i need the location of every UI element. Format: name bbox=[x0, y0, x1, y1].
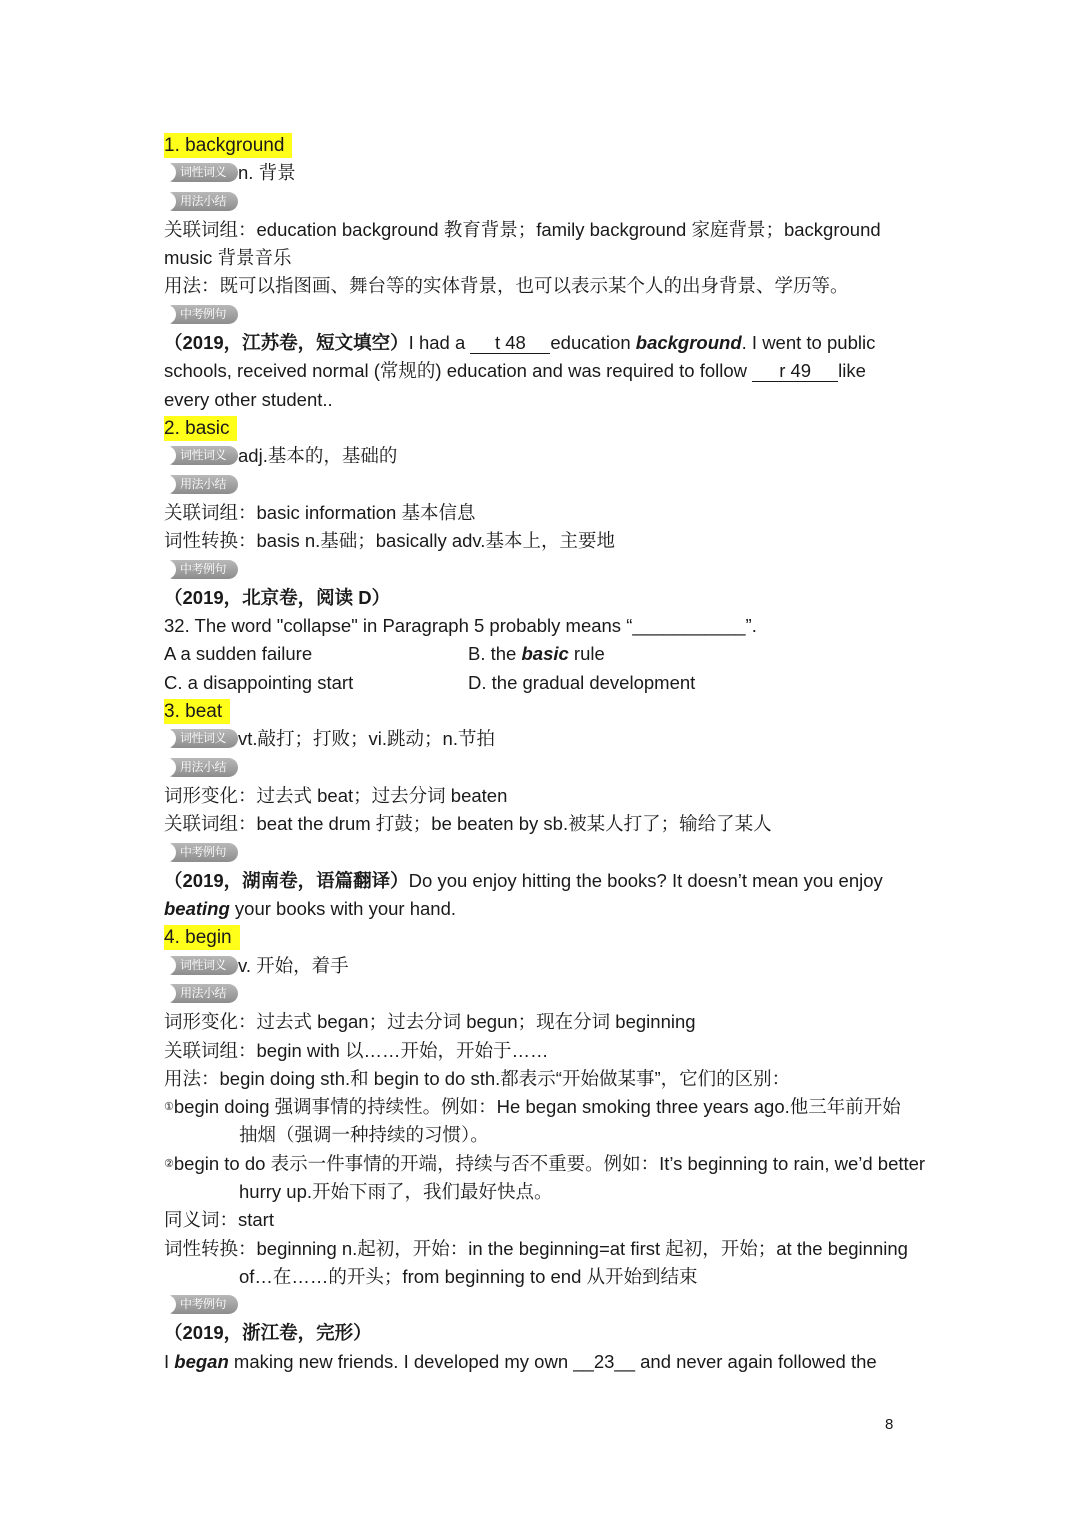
example-line: beating your books with your hand. bbox=[164, 898, 457, 920]
text-line: 词形变化：过去式 began；过去分词 begun；现在分词 beginning bbox=[164, 1011, 696, 1033]
entry-heading: 3. beat bbox=[164, 697, 917, 725]
exam-example-tag: 中考例句 bbox=[164, 305, 238, 324]
text-line: 关联词组：education background 教育背景；family background 家庭背景；background bbox=[164, 218, 881, 240]
usage-summary-tag: 用法小结 bbox=[164, 192, 238, 211]
document-page bbox=[164, 131, 926, 1376]
meaning-text: adj.基本的，基础的 bbox=[238, 445, 398, 467]
exam-example-tag: 中考例句 bbox=[164, 1295, 238, 1314]
part-of-speech-tag: 词性词义 bbox=[164, 163, 238, 182]
options-row bbox=[164, 669, 917, 697]
usage-tag-line bbox=[164, 754, 917, 782]
text-line: 词形变化：过去式 beat；过去分词 beaten bbox=[164, 784, 508, 806]
exam-example-tag: 中考例句 bbox=[164, 843, 238, 862]
example-source: （2019，浙江卷，完形） bbox=[164, 1322, 372, 1344]
part-of-speech-tag: 词性词义 bbox=[164, 729, 238, 748]
part-of-speech-tag: 词性词义 bbox=[164, 956, 238, 975]
usage-tag-line bbox=[164, 980, 917, 1008]
text-line: 用法：既可以指图画、舞台等的实体背景，也可以表示某个人的出身背景、学历等。 bbox=[164, 275, 849, 297]
text-line-cont: of…在……的开头；from beginning to end 从开始到结束 bbox=[239, 1265, 698, 1287]
exam-tag-line bbox=[164, 555, 917, 583]
text-line: 同义词：start bbox=[164, 1209, 274, 1231]
usage-tag-line bbox=[164, 188, 917, 216]
option-b: B. the basic rule bbox=[468, 643, 605, 665]
point-line: ②begin to do 表示一件事情的开端，持续与否不重要。例如：It’s beginning to rain, we’d better bbox=[164, 1152, 926, 1174]
blank: t 48 bbox=[470, 333, 550, 354]
exam-tag-line bbox=[164, 1291, 917, 1319]
keyword: began bbox=[174, 1350, 229, 1372]
exam-example-tag: 中考例句 bbox=[164, 560, 238, 579]
keyword: background bbox=[635, 332, 742, 354]
usage-summary-tag: 用法小结 bbox=[164, 475, 238, 494]
example-line: （2019，湖南卷，语篇翻译）Do you enjoy hitting the books? It doesn’t mean you enjoy bbox=[164, 869, 883, 891]
meaning-line bbox=[164, 442, 917, 470]
blank: __23__ bbox=[573, 1350, 635, 1372]
option-a: A a sudden failure bbox=[164, 643, 313, 665]
page-number: 8 bbox=[885, 1416, 894, 1433]
options-row bbox=[164, 640, 917, 668]
point-line-cont: hurry up.开始下雨了，我们最好快点。 bbox=[239, 1180, 553, 1202]
example-line: （2019，江苏卷，短文填空）I had a t 48education background. I went to public bbox=[164, 332, 876, 354]
example-line: schools, received normal (常规的) education and was required to follow r 49like bbox=[164, 360, 866, 382]
meaning-text: n. 背景 bbox=[238, 162, 296, 184]
text-line: 关联词组：begin with 以……开始，开始于…… bbox=[164, 1039, 549, 1061]
meaning-text: vt.敲打；打败；vi.跳动；n.节拍 bbox=[238, 728, 495, 750]
usage-summary-tag: 用法小结 bbox=[164, 758, 238, 777]
entry-heading: 1. background bbox=[164, 131, 917, 159]
example-line: every other student.. bbox=[164, 388, 333, 410]
meaning-line bbox=[164, 725, 917, 753]
meaning-line bbox=[164, 159, 917, 187]
example-source: （2019，北京卷，阅读 D） bbox=[164, 586, 391, 608]
entry-heading: 2. basic bbox=[164, 414, 917, 442]
usage-summary-tag: 用法小结 bbox=[164, 984, 238, 1003]
question-line: 32. The word "collapse" in Paragraph 5 probably means “___________”. bbox=[164, 615, 757, 637]
exam-tag-line bbox=[164, 301, 917, 329]
text-line: 关联词组：beat the drum 打鼓；be beaten by sb.被某人打了；输给了某人 bbox=[164, 813, 772, 835]
text-line: 关联词组：basic information 基本信息 bbox=[164, 501, 476, 523]
example-line: I began making new friends. I developed my own __23__ and never again followed the bbox=[164, 1350, 877, 1372]
part-of-speech-tag: 词性词义 bbox=[164, 446, 238, 465]
keyword: beating bbox=[164, 898, 230, 920]
text-line: 词性转换：basis n.基础；basically adv.基本上，主要地 bbox=[164, 530, 615, 552]
option-d: D. the gradual development bbox=[468, 671, 696, 693]
text-line: 词性转换：beginning n.起初，开始：in the beginning=at first 起初，开始；at the beginning bbox=[164, 1237, 908, 1259]
text-line: music 背景音乐 bbox=[164, 247, 292, 269]
point-line: ①begin doing 强调事情的持续性。例如：He began smoking three years ago.他三年前开始 bbox=[164, 1096, 901, 1118]
blank: r 49 bbox=[752, 361, 838, 382]
exam-tag-line bbox=[164, 838, 917, 866]
entry-heading: 4. begin bbox=[164, 923, 917, 951]
usage-tag-line bbox=[164, 471, 917, 499]
option-c: C. a disappointing start bbox=[164, 671, 354, 693]
text-line: 用法：begin doing sth.和 begin to do sth.都表示“开始做某事”，它们的区别： bbox=[164, 1067, 791, 1089]
meaning-line bbox=[164, 952, 917, 980]
point-line-cont: 抽烟（强调一种持续的习惯）。 bbox=[239, 1124, 489, 1146]
meaning-text: v. 开始，着手 bbox=[238, 954, 349, 976]
